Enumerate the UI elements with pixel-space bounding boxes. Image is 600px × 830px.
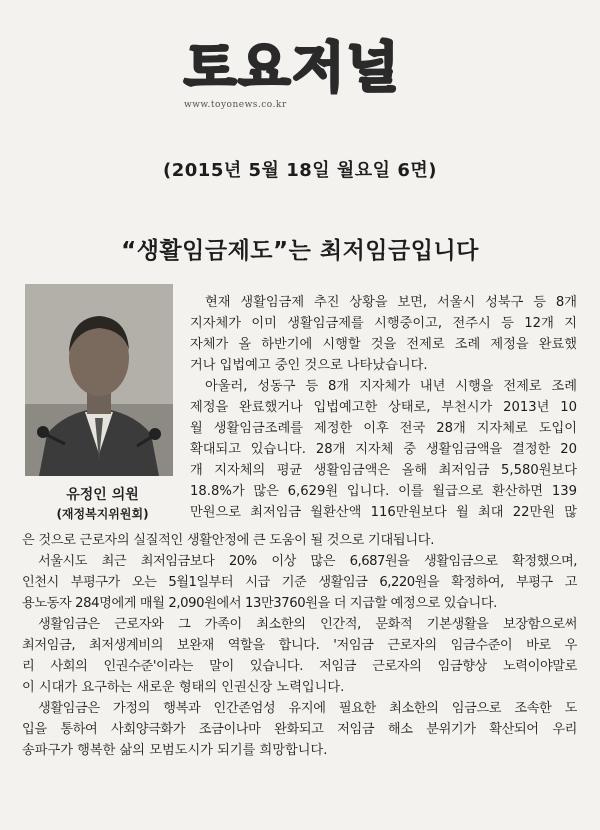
- body-line: 현재 생활임금제 추진 상황을 보면, 서울시 성북구 등 8개: [205, 295, 577, 310]
- body-line: 송파구가 행복한 삶의 모범도시가 되기를 희망합니다.: [22, 743, 328, 758]
- body-line: 최저임금, 최저생계비의 보완재 역할을 합니다. '저임금 근로자의 임금수준이 바로 우: [22, 638, 577, 653]
- body-line: 용노동자 284명에게 매월 2,090원에서 13만3760원을 더 지급할 예정으로 있습니다.: [22, 596, 497, 611]
- body-line: 입을 통하여 사회양극화가 조금이나마 완화되고 저임금 해소 분위기가 확산되어 우리: [22, 722, 577, 737]
- body-line: 지자체가 이미 생활임금제를 시행중이고, 전주시 등 12개 지: [190, 316, 577, 331]
- body-line: 인천시 부평구가 오는 5월1일부터 시급 기준 생활임금 6,220원을 확정하여, 부평구 고: [22, 575, 577, 590]
- body-line: 제정을 완료했거나 입법예고한 상태로, 부천시가 2013년 10: [190, 400, 577, 415]
- logo-url: www.toyonews.co.kr: [184, 100, 287, 110]
- body-line: 서울시도 최근 최저임금보다 20% 이상 많은 6,687원을 생활임금으로 확정했으며,: [38, 554, 577, 569]
- dateline: (2015년 5월 18일 월요일 6면): [163, 160, 437, 181]
- body-line: 확대되고 있습니다. 28개 지자체 중 생활임금액을 결정한 20: [190, 442, 577, 457]
- body-line: 생활임금은 근로자와 그 가족이 최소한의 인간적, 문화적 기본생활을 보장함으로써: [38, 617, 577, 632]
- body-line: 이 시대가 요구하는 새로운 형태의 인권신장 노력입니다.: [22, 680, 345, 695]
- author-name: 유정인 의원: [66, 487, 139, 503]
- body-line: 월 생활임금조례를 제정한 이후 전국 28개 지자체로 도입이: [190, 421, 577, 436]
- body-line: 생활임금은 가정의 행복과 인간존엄성 유지에 필요한 최소한의 임금으로 조속한 도: [38, 701, 577, 716]
- newspaper-logo: 토요저널: [184, 36, 401, 99]
- body-line: 개 지자체의 평균 생활임금액은 올해 최저임금 5,580원보다: [190, 463, 577, 478]
- body-line: 거나 입법예고 중인 것으로 나타났습니다.: [190, 358, 428, 373]
- masthead: [180, 30, 425, 120]
- body-line: 은 것으로 근로자의 실질적인 생활안정에 큰 도움이 될 것으로 기대됩니다.: [22, 533, 435, 548]
- body-line: 18.8%가 많은 6,629원 입니다. 이를 월급으로 환산하면 139: [190, 484, 577, 499]
- body-line: 아울러, 성동구 등 8개 지자체가 내년 시행을 전제로 조례: [205, 379, 577, 394]
- article-headline: “생활임금제도”는 최저임금입니다: [121, 238, 479, 264]
- author-role: (재정복지위원회): [56, 507, 149, 521]
- body-line: 리 사회의 인권수준'이라는 말이 있습니다. 저임금 근로자의 임금향상 노력이야말로: [22, 659, 577, 674]
- author-photo-block: [20, 284, 185, 544]
- body-line: 자체가 올 하반기에 시행할 것을 전제로 조례 제정을 완료했: [190, 337, 577, 352]
- body-line: 만원으로 최저임금 월환산액 116만원보다 월 최대 22만원 많: [190, 505, 577, 520]
- author-photo: [25, 284, 173, 476]
